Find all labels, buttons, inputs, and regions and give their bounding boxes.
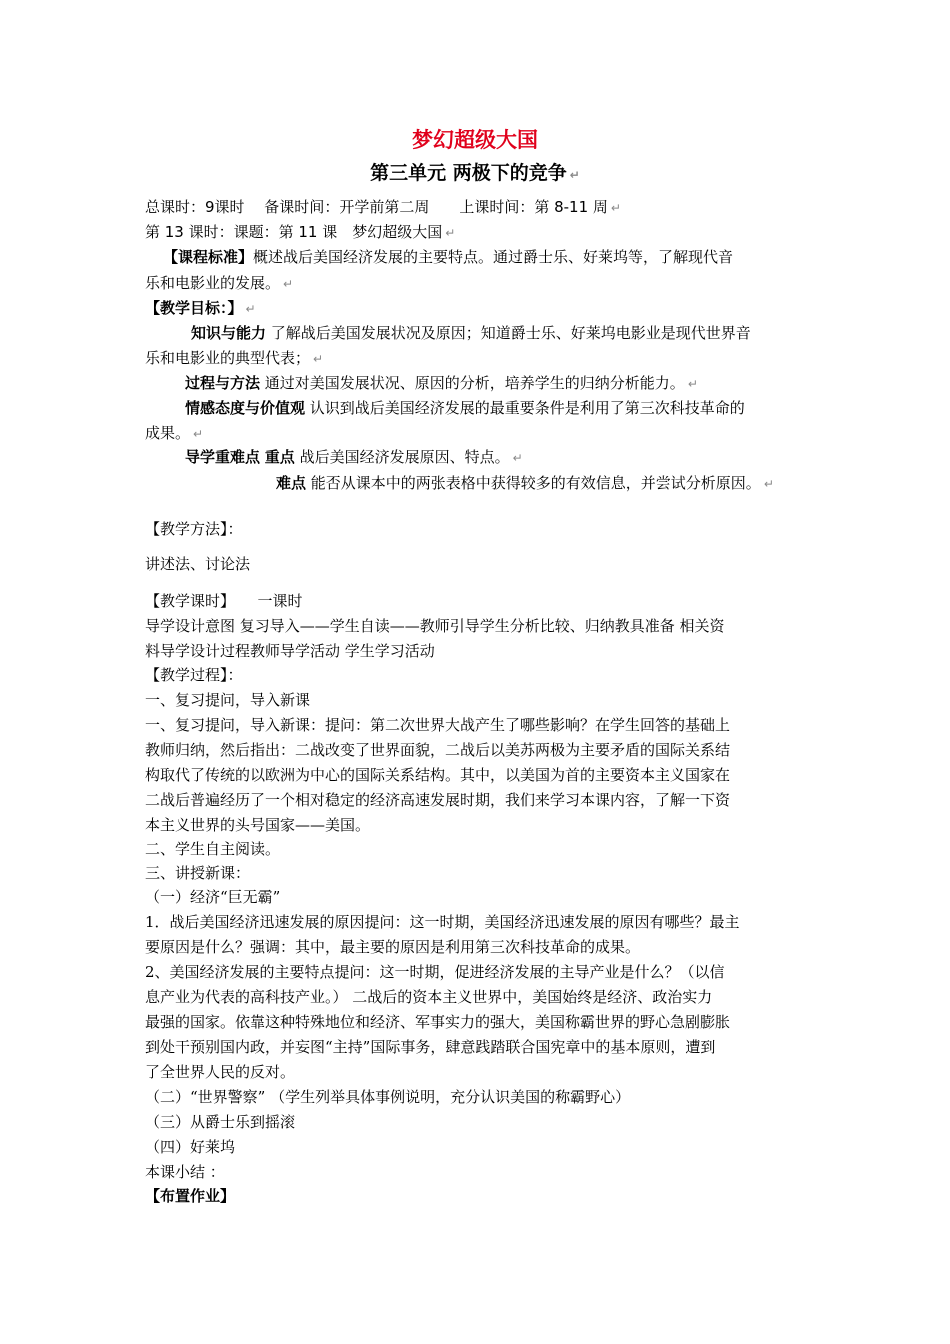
knowledge-goal-cont <box>145 347 323 368</box>
paragraph-mark-icon: ↵ <box>610 201 621 215</box>
design-line-1: 导学设计意图 复习导入——学生自读——教师引导学生分析比较、归纳教具准备 相关资 <box>145 617 725 635</box>
hours-text: 一课时 <box>257 592 303 610</box>
question-2-line-2: 息产业为代表的高科技产业。） 二战后的资本主义世界中，美国始终是经济、政治实力 <box>145 988 713 1006</box>
emotion-goal <box>185 397 745 418</box>
unit-subtitle <box>0 158 950 185</box>
para-1-line-1: 一、复习提问，导入新课：提问：第二次世界大战产生了哪些影响？在学生回答的基础上 <box>145 716 731 734</box>
question-2-line-1: 2、美国经济发展的主要特点提问：这一时期，促进经济发展的主导产业是什么？（以信 <box>145 963 725 981</box>
paragraph-mark-icon: ↵ <box>245 302 256 316</box>
key-point-text: 战后美国经济发展原因、特点。 <box>299 448 510 466</box>
emotion-label: 情感态度与价值观 <box>185 399 306 417</box>
subsection-4-heading: （四）好莱坞 <box>145 1138 236 1156</box>
knowledge-text-2: 乐和电影业的典型代表； <box>145 349 311 367</box>
paragraph-mark-icon: ↵ <box>763 477 774 491</box>
process-text: 通过对美国发展状况、原因的分析，培养学生的归纳分析能力。 <box>264 374 685 392</box>
emotion-text-1: 认识到战后美国经济发展的最重要条件是利用了第三次科技革命的 <box>309 399 745 417</box>
difficulty-points <box>276 472 774 493</box>
subsection-3-heading: （三）从爵士乐到摇滚 <box>145 1113 296 1131</box>
course-standard-cont <box>145 272 293 293</box>
hours-label: 【教学课时】 <box>145 592 228 610</box>
para-1-line-5: 本主义世界的头号国家——美国。 <box>145 816 371 834</box>
knowledge-goal <box>191 322 751 343</box>
difficulty-label: 难点 <box>276 474 307 492</box>
meta-line-1 <box>145 196 621 217</box>
process-goal <box>185 372 698 393</box>
para-1-line-2: 教师归纳，然后指出：二战改变了世界面貌，二战后以美苏两极为主要矛盾的国际关系结 <box>145 741 731 759</box>
question-1-line-1: 1．战后美国经济迅速发展的原因提问：这一时期，美国经济迅速发展的原因有哪些？最主 <box>145 913 740 931</box>
method-text: 讲述法、讨论法 <box>145 555 251 573</box>
paragraph-mark-icon: ↵ <box>687 377 698 391</box>
emotion-text-2: 成果。 <box>145 424 191 442</box>
knowledge-text-1: 了解战后美国发展状况及原因；知道爵士乐、好莱坞电影业是现代世界音 <box>270 324 751 342</box>
emotion-goal-cont <box>145 422 203 443</box>
meta-line-2-text: 第 13 课时：课题：第 11 课 梦幻超级大国 <box>145 223 443 241</box>
process-label-heading: 【教学过程】： <box>145 666 243 684</box>
homework-heading: 【布置作业】 <box>145 1187 236 1205</box>
question-2-line-5: 了全世界人民的反对。 <box>145 1063 296 1081</box>
design-line-2: 料导学设计过程教师导学活动 学生学习活动 <box>145 642 435 660</box>
para-1-line-4: 二战后普遍经历了一个相对稳定的经济高速发展时期，我们来学习本课内容，了解一下资 <box>145 791 731 809</box>
paragraph-mark-icon: ↵ <box>512 451 523 465</box>
subsection-1-heading: （一）经济“巨无霸” <box>145 888 281 906</box>
meta-line-1-text: 总课时：9课时 备课时间：开学前第二周 上课时间：第 8-11 周 <box>145 198 608 216</box>
subsection-2-heading: （二）“世界警察” （学生列举具体事例说明，充分认识美国的称霸野心） <box>145 1088 631 1106</box>
focus-points <box>185 446 523 467</box>
course-standard-label: 【课程标准】 <box>163 248 254 266</box>
course-standard-text-1: 概述战后美国经济发展的主要特点。通过爵士乐、好莱坞等，了解现代音 <box>253 248 734 266</box>
paragraph-mark-icon: ↵ <box>193 427 204 441</box>
question-2-line-3: 最强的国家。依靠这种特殊地位和经济、军事实力的强大，美国称霸世界的野心急剧膨胀 <box>145 1013 731 1031</box>
method-label: 【教学方法】： <box>145 520 243 538</box>
process-label: 过程与方法 <box>185 374 261 392</box>
hours-line <box>145 590 303 611</box>
paragraph-mark-icon: ↵ <box>445 226 456 240</box>
difficulty-text: 能否从课本中的两张表格中获得较多的有效信息，并尝试分析原因。 <box>310 474 761 492</box>
question-1-line-2: 要原因是什么？强调：其中，最主要的原因是利用第三次科技革命的成果。 <box>145 938 641 956</box>
para-1-line-3: 构取代了传统的以欧洲为中心的国际关系结构。其中，以美国为首的主要资本主义国家在 <box>145 766 731 784</box>
question-2-line-4: 到处干预别国内政，并妄图“主持”国际事务，肆意践踏联合国宪章中的基本原则，遭到 <box>145 1038 716 1056</box>
course-standard <box>163 246 733 267</box>
paragraph-mark-icon: ↵ <box>313 352 324 366</box>
goals-label: 【教学目标：】 <box>145 299 243 317</box>
key-point-label: 重点 <box>264 448 295 466</box>
page-title: 梦幻超级大国 <box>412 128 538 152</box>
focus-label: 导学重难点 <box>185 448 261 466</box>
knowledge-label: 知识与能力 <box>191 324 267 342</box>
unit-subtitle-text: 第三单元 两极下的竞争 <box>370 162 567 184</box>
course-standard-text-2: 乐和电影业的发展。 <box>145 274 281 292</box>
section-2-heading: 二、学生自主阅读。 <box>145 840 281 858</box>
section-3-heading: 三、讲授新课： <box>145 864 251 882</box>
paragraph-mark-icon: ↵ <box>569 168 580 182</box>
lesson-summary: 本课小结 ： <box>145 1163 225 1181</box>
goals-heading <box>145 297 256 318</box>
paragraph-mark-icon: ↵ <box>283 277 294 291</box>
section-1-heading: 一、复习提问，导入新课 <box>145 691 311 709</box>
meta-line-2 <box>145 221 455 242</box>
